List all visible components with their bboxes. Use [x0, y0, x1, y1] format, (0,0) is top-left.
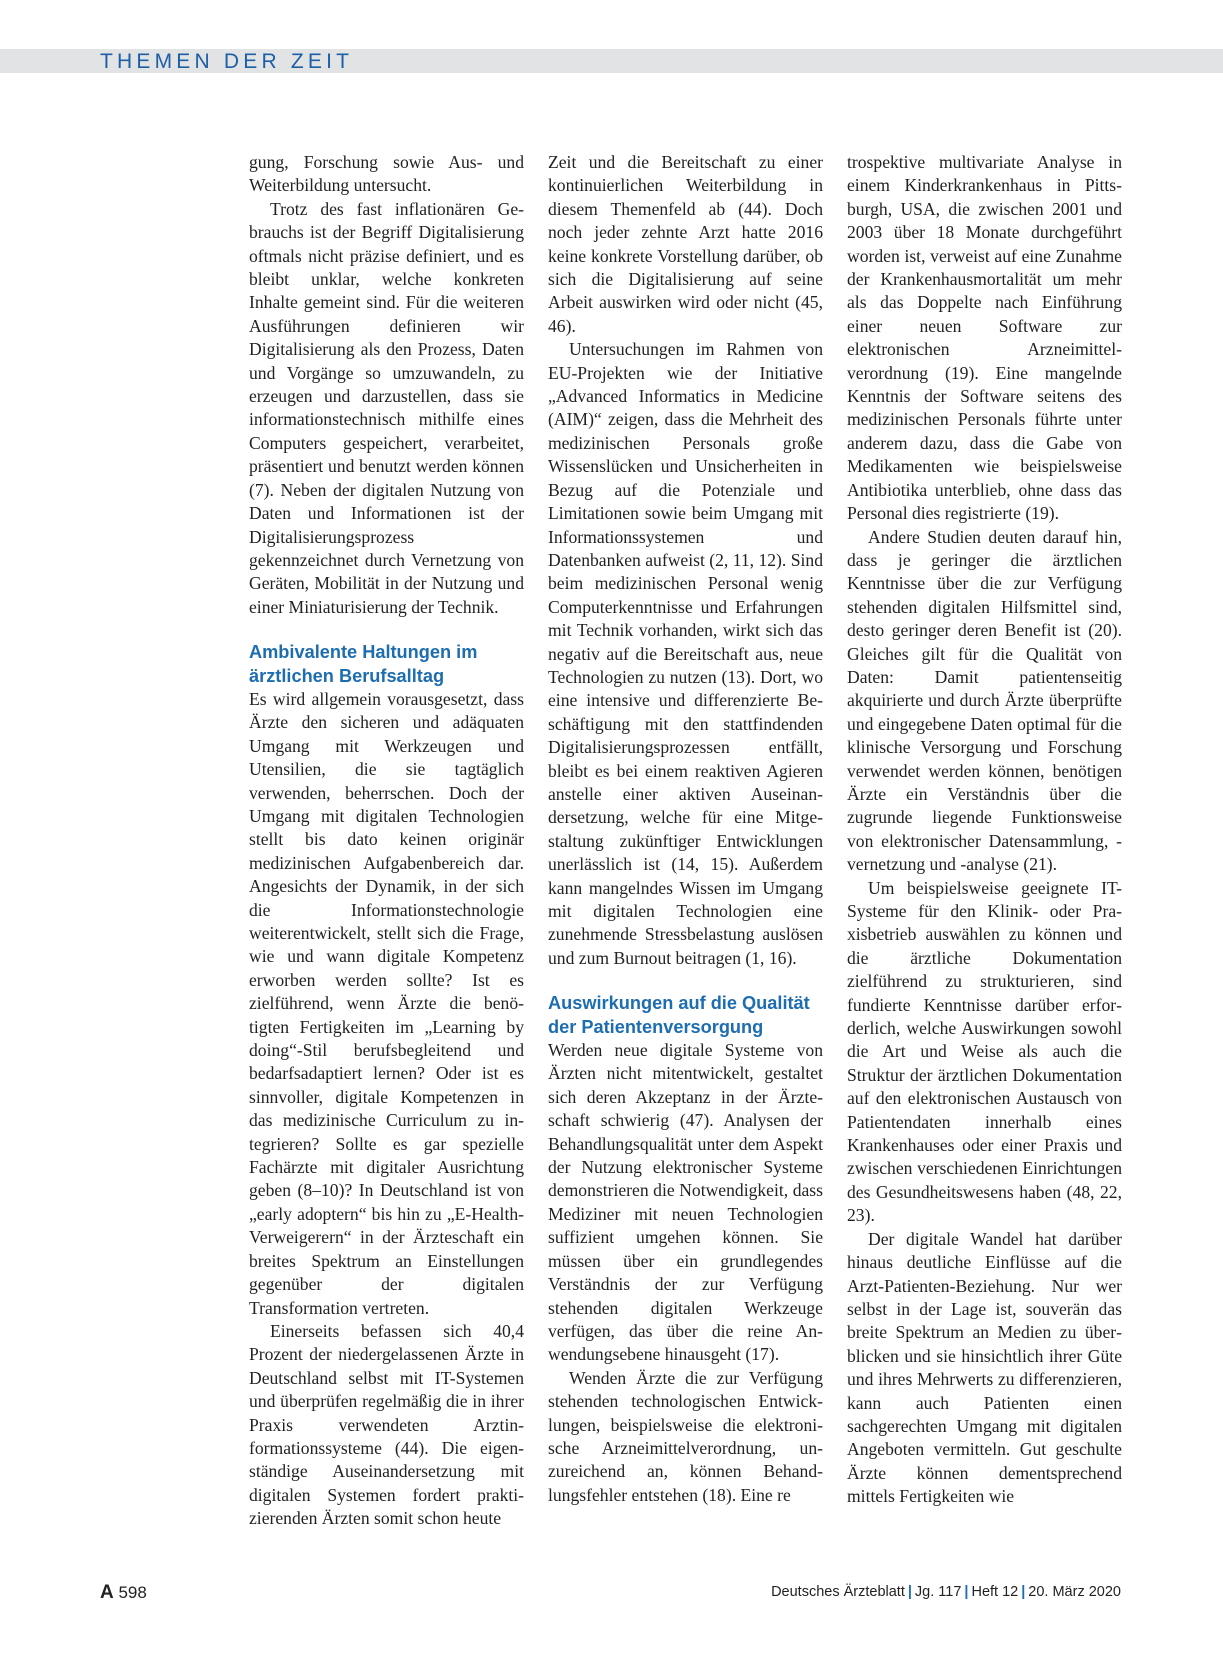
page-number-value: 598	[118, 1583, 147, 1602]
text-column-1	[249, 151, 524, 1531]
paragraph: Es wird allgemein vorausgesetzt, dass Ärzte den sicheren und adäquaten Umgang mit Werkzeugen und Utensilien, die sie tagtäglich verwenden, beherrschen. Doch der Umgang mit digitalen Technologien stellt bis dato keinen originär medizinischen Aufgabenbereich dar. Angesichts der Dynamik, in der sich die Informationstechnologie weiterentwickelt, stellt sich die Frage, wie und wann digitale Kompetenz erworben werden sollte? Ist es zielführend, wenn Ärzte die benötigten Fertigkeiten im „Learning by doing“-Stil berufsbegleitend und bedarfsadaptiert lernen? Oder ist es sinnvoller, digitale Kompetenzen in das medizinische Curriculum zu integrieren? Sollte es gar spezielle Fachärzte mit digitaler Ausrichtung geben (8–10)? In Deutschland ist von „early adoptern“ bis hin zu „E-Health-Verweigerern“ in der Ärzteschaft ein breites Spektrum an Einstellungen gegenüber der digitalen Transformation vertreten.	[249, 688, 524, 1318]
journal-name: Deutsches Ärzteblatt	[771, 1584, 905, 1600]
issue: Heft 12	[971, 1584, 1019, 1600]
separator: |	[964, 1584, 969, 1600]
text-column-3	[847, 151, 1122, 1509]
section-heading: Auswirkungen auf die Qualität der Patientenversorgung	[548, 993, 810, 1037]
paragraph: Um beispielsweise geeignete IT-Systeme für den Klinik- oder Praxisbetrieb auswählen zu können und die ärztliche Dokumentation zielführend zu strukturieren, sind fundierte Kenntnisse darüber erforderlich, welche Auswirkungen sowohl die Art und Weise als auch die Struktur der ärztlichen Dokumentation auf den elektronischen Austausch von Patientendaten innerhalb eines Krankenhauses oder einer Praxis und zwischen verschiedenen Einrichtungen des Gesundheitswesens haben (48, 22, 23).	[847, 877, 1122, 1226]
separator: |	[1021, 1584, 1026, 1600]
separator: |	[907, 1584, 912, 1600]
paragraph: gung, Forschung sowie Aus- und Weiterbildung untersucht.	[249, 152, 524, 196]
page-letter: A	[100, 1582, 114, 1603]
volume: Jg. 117	[914, 1584, 962, 1600]
paragraph: Wenden Ärzte die zur Verfügung stehenden technologischen Entwicklungen, beispielsweise die elektronische Arzneimittelverordnung, unzureichend an, können Behandlungsfehler entstehen (18). Eine re	[548, 1367, 823, 1505]
section-title: THEMEN DER ZEIT	[100, 50, 354, 73]
paragraph: Untersuchungen im Rahmen von EU-Projekten wie der Initiative „Advanced Informatics in Medicine (AIM)“ zeigen, dass die Mehrheit des medizinischen Personals große Wissenslücken und Unsicherheiten in Bezug auf die Potenziale und Limitationen sowie beim Umgang mit Informationssystemen und Datenbanken aufweist (2, 11, 12). Sind beim medizinischen Personal wenig Computerkenntnisse und Erfahrungen mit Technik vorhanden, wirkt sich das negativ auf die Bereitschaft aus, neue Technologien zu nutzen (13). Dort, wo eine intensive und differenzierte Beschäftigung mit den stattfindenden Digitalisierungsprozessen entfällt, bleibt es bei einem reaktiven Agieren anstelle einer aktiven Auseinandersetzung, welche für eine Mitgestaltung zukünftiger Entwicklungen unerlässlich ist (14, 15). Außerdem kann mangelndes Wissen im Umgang mit digitalen Technologien eine zunehmende Stressbelastung auslösen und zum Burnout beitragen (1, 16).	[548, 339, 823, 968]
paragraph: Trotz des fast inflationären Gebrauchs ist der Begriff Digitalisierung oftmals nicht präzise definiert, und es bleibt unklar, welche konkreten Inhalte gemeint sind. Für die weiteren Ausführungen definieren wir Digitalisierung als den Prozess, Daten und Vorgänge so umzuwandeln, zu erzeugen und darzustellen, dass sie informationstechnisch mithilfe eines Computers gespeichert, verarbeitet, präsentiert und benutzt werden können (7). Neben der digitalen Nutzung von Daten und Informationen ist der Digitalisierungsprozess gekennzeichnet durch Vernetzung von Geräten, Mobilität in der Nutzung und einer Miniaturisierung der Technik.	[249, 198, 524, 617]
issue-date: 20. März 2020	[1028, 1584, 1121, 1600]
paragraph: Der digitale Wandel hat darüber hinaus deutliche Einflüsse auf die Arzt-Patienten-Beziehung. Nur wer selbst in der Lage ist, souverän das breite Spektrum an Medien zu überblicken und sie hinsichtlich ihrer Güte und ihres Mehrwerts zu differenzieren, kann auch Patienten einen sachgerechten Umgang mit digitalen Angeboten vermitteln. Gut geschulte Ärzte können dementsprechend mittels Fertigkeiten wie	[847, 1228, 1122, 1507]
paragraph: Werden neue digitale Systeme von Ärzten nicht mitentwickelt, gestaltet sich deren Akzeptanz in der Ärzteschaft schwierig (47). Analysen der Behandlungsqualität unter dem Aspekt der Nutzung elektronischer Systeme demonstrieren die Notwendigkeit, dass Mediziner mit neuen Technologien suffizient umgehen können. Sie müssen über ein grundlegendes Verständnis der zur Verfügung stehenden digitalen Werkzeuge verfügen, das über die reine Anwendungsebene hinausgeht (17).	[548, 1040, 823, 1365]
paragraph: Andere Studien deuten darauf hin, dass je geringer die ärztlichen Kenntnisse über die zur Verfügung stehenden digitalen Hilfsmittel sind, desto geringer deren Benefit ist (20). Gleiches gilt für die Qualität von Daten: Damit patientenseitig akquirierte und durch Ärzte überprüfte und eingegebene Daten optimal für die klinische Versorgung und Forschung verwendet werden können, benötigen Ärzte ein Verständnis über die zugrunde liegende Funktionsweise von elektronischer Datensammlung, -vernetzung und -analyse (21).	[847, 526, 1122, 875]
section-heading: Ambivalente Haltungen im ärztlichen Berufsalltag	[249, 642, 478, 686]
paragraph: Zeit und die Bereitschaft zu einer kontinuierlichen Weiterbildung in diesem Themenfeld ab (44). Doch noch jeder zehnte Arzt hatte 2016 keine konkrete Vorstellung darüber, ob sich die Digitalisierung auf seine Arbeit auswirken wird oder nicht (45, 46).	[548, 152, 823, 336]
paragraph: Einerseits befassen sich 40,4 Prozent der niedergelassenen Ärzte in Deutschland selbst mit IT-Systemen und überprüfen regelmäßig die in ihrer Praxis verwendeten Arztinformationssysteme (44). Die eigenständige Auseinandersetzung mit digitalen Systemen fordert praktizierenden Ärzten somit schon heute	[249, 1320, 524, 1529]
page-number	[100, 1582, 147, 1604]
footer-citation	[771, 1584, 1121, 1600]
text-column-2	[548, 151, 823, 1507]
paragraph: trospektive multivariate Analyse in einem Kinderkrankenhaus in Pittsburgh, USA, die zwischen 2001 und 2003 über 18 Monate durchgeführt worden ist, verweist auf eine Zunahme der Krankenhausmortalität um mehr als das Doppelte nach Einführung einer neuen Software zur elektronischen Arzneimittelverordnung (19). Eine mangelnde Kenntnis der Software seitens des medizinischen Personals führte unter anderem dazu, dass die Gabe von Medikamenten wie beispielsweise Antibiotika unterblieb, ohne dass das Personal dies registrierte (19).	[847, 152, 1122, 524]
